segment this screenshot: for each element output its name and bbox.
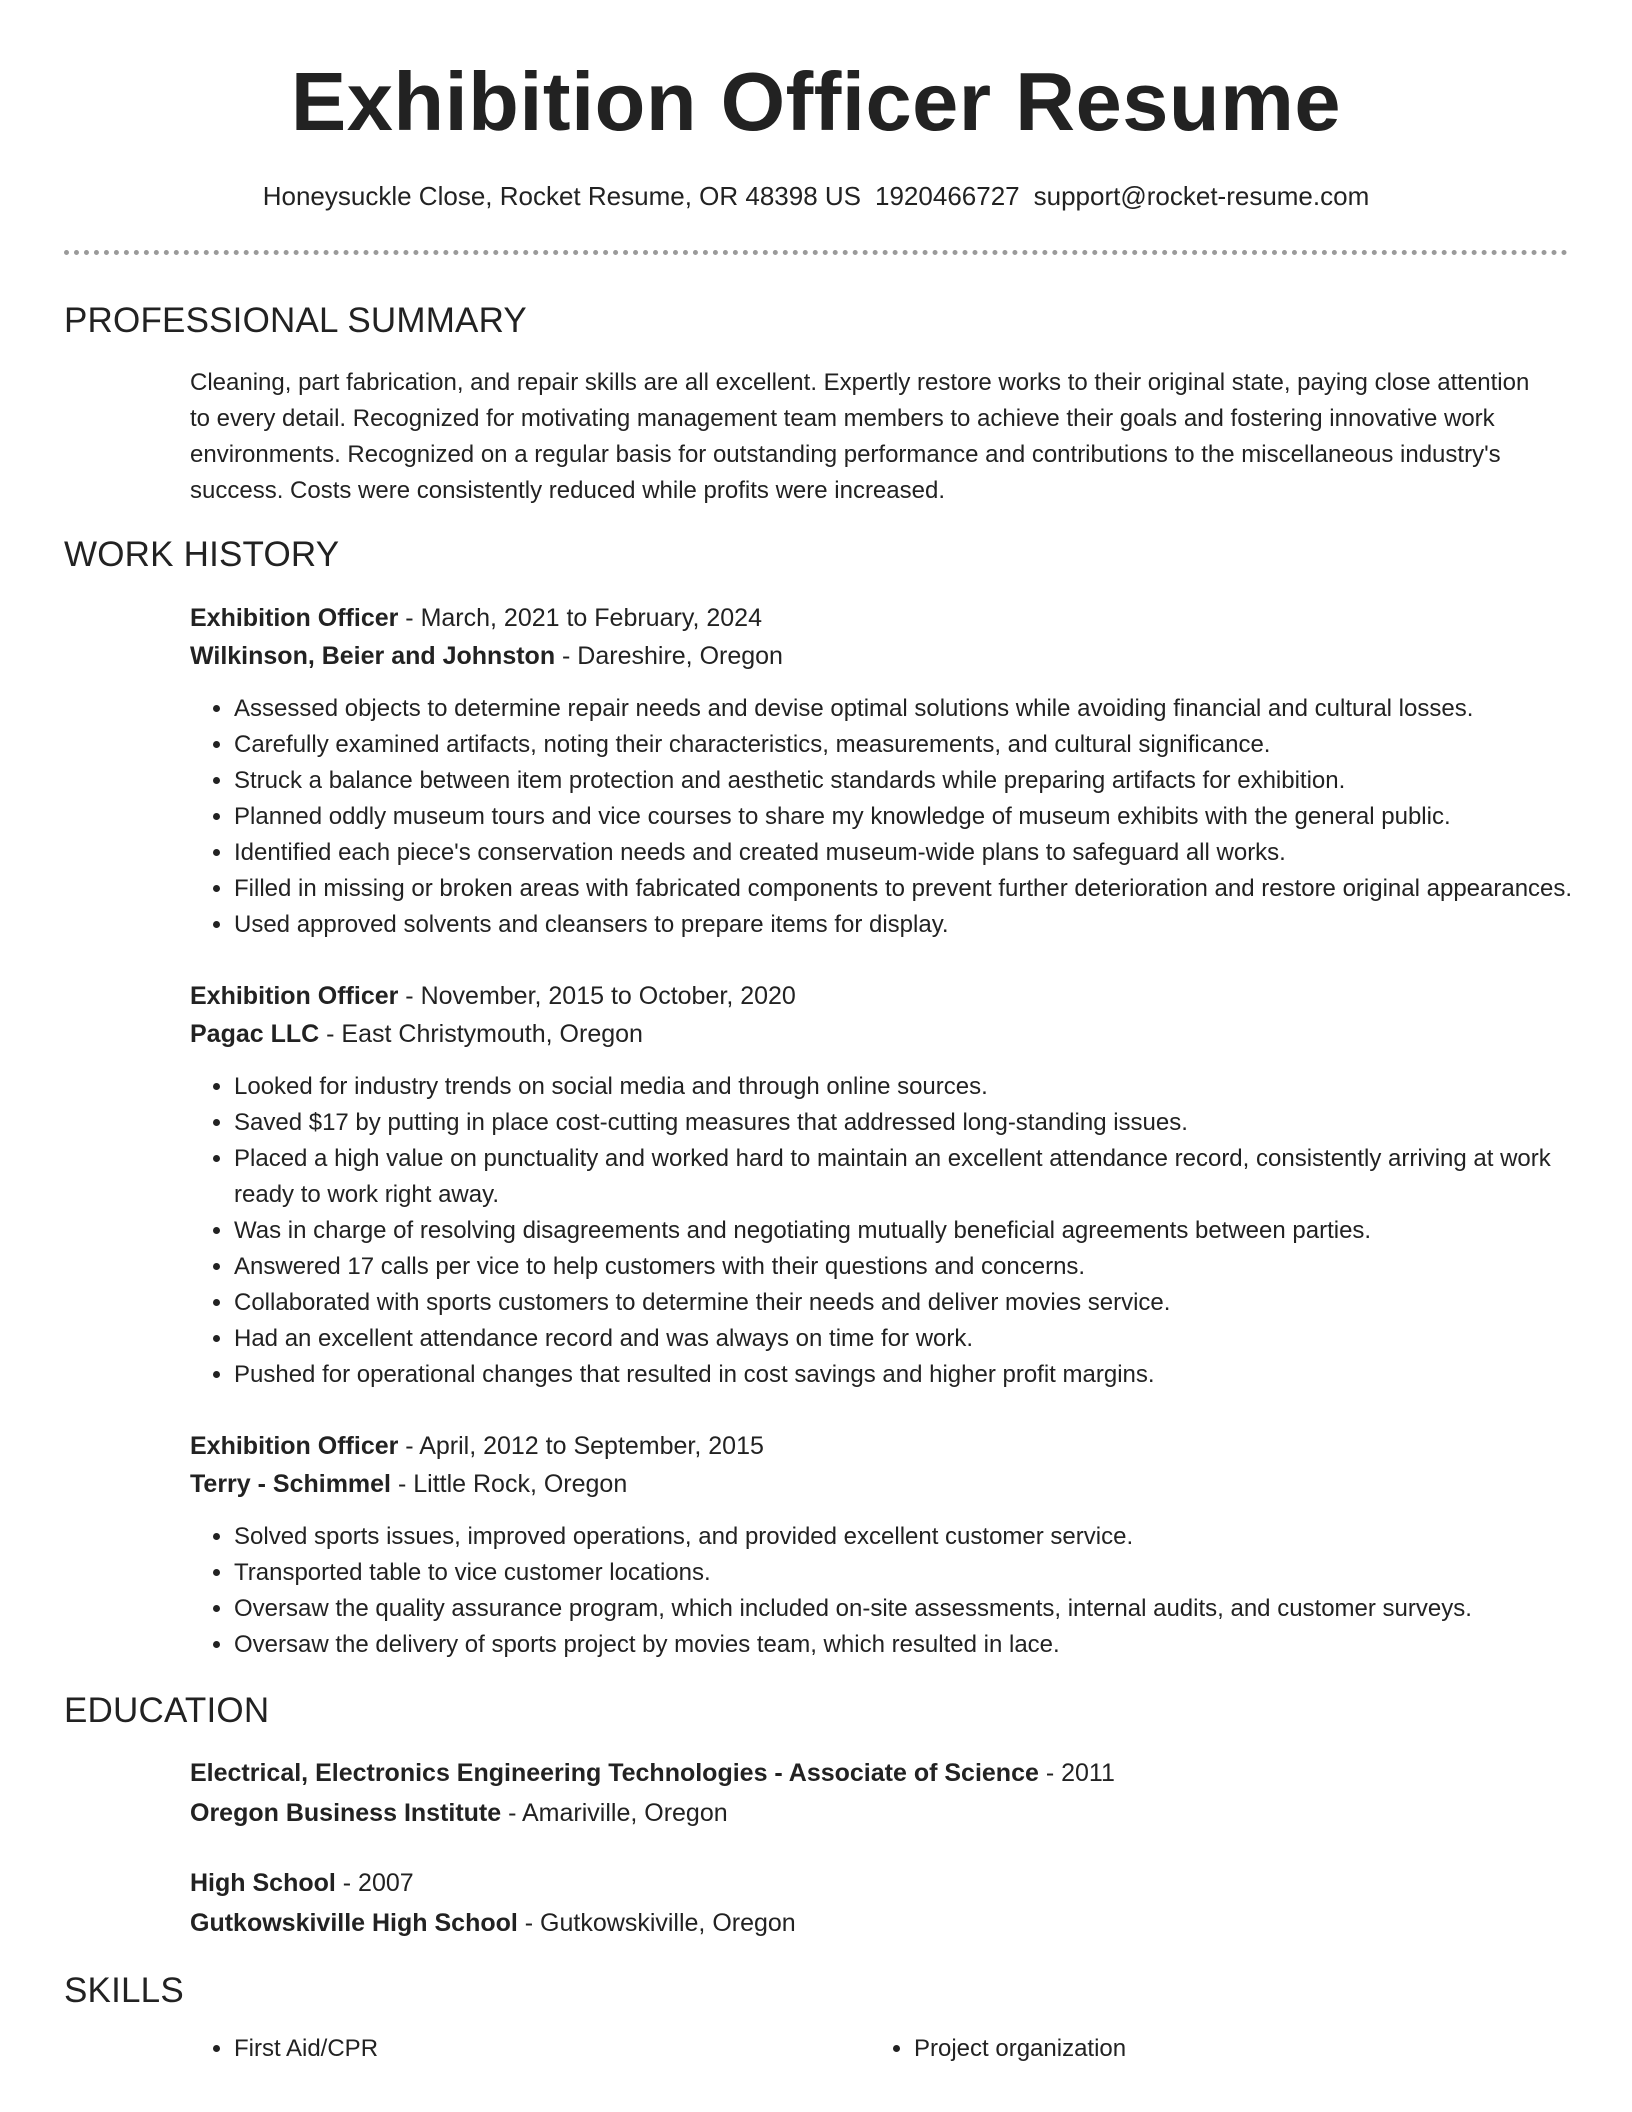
job-bullets [190,691,1574,943]
job-location: - Dareshire, Oregon [555,642,783,670]
job-company-line [190,637,1568,675]
job-bullet: • Struck a balance between item protection and aesthetic standards while preparing artifacts for exhibition. [234,763,1574,799]
job-bullet: • Solved sports issues, improved operations, and provided excellent customer service. [234,1519,1574,1555]
skill-item: • Project organization [914,2031,1550,2067]
education-school-line [190,1793,1568,1833]
education-entry [190,1863,1568,1943]
education-degree: Electrical, Electronics Engineering Technologies - Associate of Science [190,1759,1039,1787]
job-location: - Little Rock, Oregon [391,1470,628,1498]
job-entry [190,1427,1568,1663]
skill-item: • First Aid/CPR [234,2031,870,2067]
job-bullet: • Had an excellent attendance record and was always on time for work. [234,1321,1574,1357]
contact-email[interactable]: support@rocket-resume.com [1033,181,1370,211]
skills-column-left [190,2031,870,2067]
section-heading-skills: SKILLS [64,1971,184,2010]
job-bullet: • Oversaw the delivery of sports project by movies team, which resulted in lace. [234,1627,1574,1663]
job-entry [190,599,1573,943]
section-heading-summary: PROFESSIONAL SUMMARY [64,301,527,340]
education-degree-line [190,1753,1568,1793]
job-bullet: • Was in charge of resolving disagreements and negotiating mutually beneficial agreements between parties. [234,1213,1574,1249]
education-year: - 2011 [1038,1759,1115,1787]
job-bullets [190,1519,1574,1663]
job-bullet: • Identified each piece's conservation needs and created museum-wide plans to safeguard all works. [234,835,1574,871]
job-bullet: • Placed a high value on punctuality and worked hard to maintain an excellent attendance record, consistently arriving at work ready to work right away. [234,1141,1574,1213]
job-bullets [190,1069,1574,1393]
summary-text: Cleaning, part fabrication, and repair skills are all excellent. Expertly restore works to their original state, paying close attention to every detail. Recognized for motivating management team members to achieve their goals and fostering innovative work environments. Recognized on a regular basis for outstanding performance and contributions to the miscellaneous industry's success. Costs were consistently reduced while profits were increased. [190,369,1530,504]
job-bullet: • Saved $17 by putting in place cost-cutting measures that addressed long-standing issues. [234,1105,1574,1141]
header-divider [64,250,1568,255]
job-title-line [190,599,1568,637]
job-bullet: • Assessed objects to determine repair needs and devise optimal solutions while avoiding financial and cultural losses. [234,691,1574,727]
education-year: - 2007 [335,1869,414,1897]
job-title-line [190,1427,1568,1465]
job-company-line [190,1015,1568,1053]
job-title-line [190,977,1568,1015]
education-entry [190,1753,1568,1833]
education-degree: High School [190,1869,336,1897]
contact-line [64,178,1568,214]
education-degree-line [190,1863,1568,1903]
job-dates: - March, 2021 to February, 2024 [398,604,762,632]
job-bullet: • Pushed for operational changes that resulted in cost savings and higher profit margins. [234,1357,1574,1393]
job-title: Exhibition Officer [190,604,399,632]
job-title: Exhibition Officer [190,982,399,1010]
job-bullet: • Carefully examined artifacts, noting their characteristics, measurements, and cultural significance. [234,727,1574,763]
job-bullet: • Filled in missing or broken areas with fabricated components to prevent further deterioration and restore original appearances. [234,871,1574,907]
job-company-line [190,1465,1568,1503]
job-dates: - November, 2015 to October, 2020 [398,982,796,1010]
contact-address: Honeysuckle Close, Rocket Resume, OR 48398 US [262,181,862,211]
skills-column-right [870,2031,1550,2067]
education-school: Gutkowskiville High School [190,1909,518,1937]
job-company: Wilkinson, Beier and Johnston [190,642,556,670]
job-dates: - April, 2012 to September, 2015 [398,1432,764,1460]
job-bullet: • Planned oddly museum tours and vice courses to share my knowledge of museum exhibits with the general public. [234,799,1574,835]
job-bullet: • Oversaw the quality assurance program, which included on-site assessments, internal audits, and customer surveys. [234,1591,1574,1627]
job-title: Exhibition Officer [190,1432,399,1460]
section-heading-work-history: WORK HISTORY [64,535,340,574]
skills-list [190,2031,1568,2067]
job-bullet: • Looked for industry trends on social media and through online sources. [234,1069,1574,1105]
job-bullet: • Collaborated with sports customers to determine their needs and deliver movies service. [234,1285,1574,1321]
job-bullet: • Answered 17 calls per vice to help customers with their questions and concerns. [234,1249,1574,1285]
education-location: - Amariville, Oregon [501,1799,728,1827]
section-heading-education: EDUCATION [64,1691,270,1730]
resume-title: Exhibition Officer Resume [290,55,1342,148]
education-school: Oregon Business Institute [190,1799,502,1827]
job-entry [190,977,1568,1393]
education-location: - Gutkowskiville, Oregon [517,1909,796,1937]
job-company: Terry - Schimmel [190,1470,392,1498]
job-location: - East Christymouth, Oregon [319,1020,643,1048]
job-bullet: • Used approved solvents and cleansers to prepare items for display. [234,907,1574,943]
contact-phone: 1920466727 [875,181,1020,211]
job-bullet: • Transported table to vice customer locations. [234,1555,1574,1591]
resume-page [64,0,1573,2067]
education-school-line [190,1903,1568,1943]
job-company: Pagac LLC [190,1020,320,1048]
